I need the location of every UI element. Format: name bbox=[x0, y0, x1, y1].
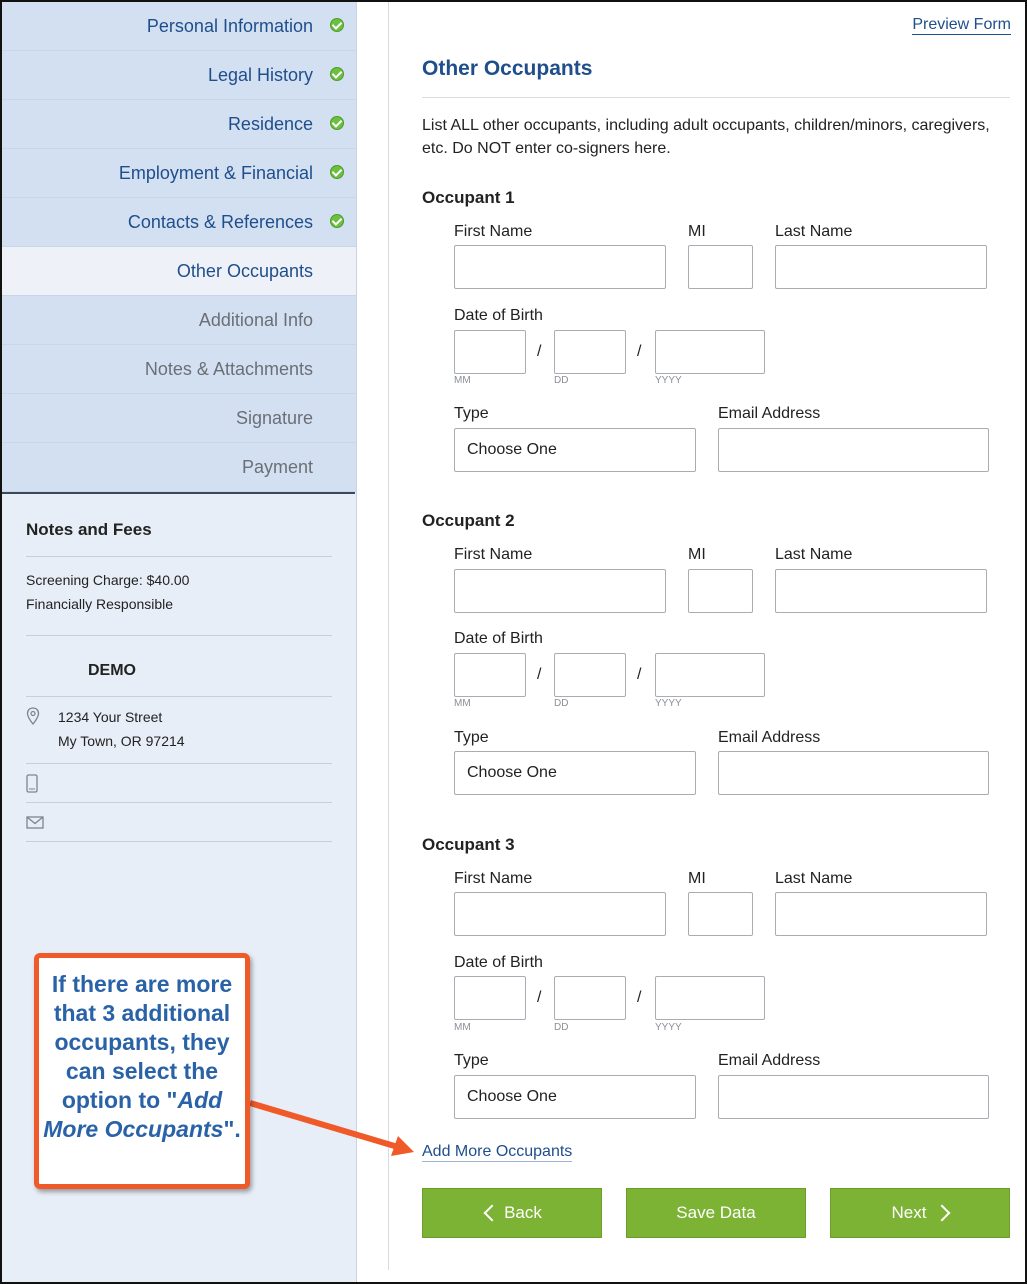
last-name-label: Last Name bbox=[775, 870, 853, 887]
dob-month-input[interactable] bbox=[454, 653, 526, 697]
mi-label: MI bbox=[688, 546, 706, 563]
check-circle-icon bbox=[330, 165, 344, 179]
nav-item-contacts-references[interactable] bbox=[2, 198, 356, 247]
nav-item-label: Notes & Attachments bbox=[144, 358, 313, 379]
occupant-section bbox=[422, 835, 1002, 1155]
mm-hint: MM bbox=[454, 1022, 471, 1033]
first-name-label: First Name bbox=[454, 546, 533, 563]
nav-item-label: Signature bbox=[235, 407, 313, 428]
type-label: Type bbox=[454, 729, 489, 746]
first-name-input[interactable] bbox=[454, 245, 666, 289]
callout-emphasis: Add More Occupants bbox=[43, 1087, 224, 1142]
email-label: Email Address bbox=[718, 1052, 821, 1069]
nav-item-payment[interactable] bbox=[2, 443, 356, 492]
annotation-callout bbox=[34, 953, 250, 1189]
nav-item-notes-attachments[interactable] bbox=[2, 345, 356, 394]
mm-hint: MM bbox=[454, 375, 471, 386]
mi-label: MI bbox=[688, 223, 706, 240]
dob-label: Date of Birth bbox=[454, 954, 543, 971]
nav-item-other-occupants[interactable] bbox=[2, 247, 356, 296]
address-line-1: 1234 Your Street bbox=[58, 709, 163, 725]
nav-item-label: Additional Info bbox=[198, 309, 313, 330]
nav-item-additional-info[interactable] bbox=[2, 296, 356, 345]
last-name-input[interactable] bbox=[775, 569, 987, 613]
type-select[interactable] bbox=[454, 1075, 696, 1119]
occupant-title: Occupant 1 bbox=[422, 188, 515, 207]
type-select[interactable] bbox=[454, 428, 696, 472]
nav-item-employment-financial[interactable] bbox=[2, 149, 356, 198]
last-name-label: Last Name bbox=[775, 223, 853, 240]
nav-item-residence[interactable] bbox=[2, 100, 356, 149]
type-label: Type bbox=[454, 405, 489, 422]
type-select-value: Choose One bbox=[467, 441, 557, 458]
date-separator: / bbox=[637, 989, 642, 1006]
mobile-phone-icon bbox=[26, 772, 58, 792]
date-separator: / bbox=[637, 666, 642, 683]
company-name: DEMO bbox=[26, 636, 332, 697]
last-name-input[interactable] bbox=[775, 892, 987, 936]
save-button-label: Save Data bbox=[676, 1203, 756, 1222]
date-separator: / bbox=[537, 666, 542, 683]
date-separator: / bbox=[537, 343, 542, 360]
check-circle-icon bbox=[330, 116, 344, 130]
occupant-title: Occupant 2 bbox=[422, 511, 515, 530]
screening-charge: Screening Charge: $40.00 bbox=[26, 572, 190, 588]
dob-day-input[interactable] bbox=[554, 976, 626, 1020]
type-label: Type bbox=[454, 1052, 489, 1069]
nav-item-label: Contacts & References bbox=[127, 211, 313, 232]
chevron-right-icon bbox=[934, 1205, 951, 1222]
first-name-label: First Name bbox=[454, 870, 533, 887]
check-circle-icon bbox=[330, 18, 344, 32]
main-content bbox=[388, 2, 1025, 1270]
yyyy-hint: YYYY bbox=[655, 698, 682, 709]
nav-item-label: Personal Information bbox=[146, 15, 313, 36]
email-input[interactable] bbox=[718, 1075, 989, 1119]
dob-month-input[interactable] bbox=[454, 330, 526, 374]
page-title: Other Occupants bbox=[422, 57, 1010, 98]
save-data-button[interactable] bbox=[626, 1188, 806, 1238]
last-name-input[interactable] bbox=[775, 245, 987, 289]
dob-label: Date of Birth bbox=[454, 307, 543, 324]
yyyy-hint: YYYY bbox=[655, 375, 682, 386]
phone-row bbox=[26, 764, 332, 803]
financially-responsible: Financially Responsible bbox=[26, 596, 174, 612]
intro-text: List ALL other occupants, including adult occupants, children/minors, caregivers, etc. Do NOT enter co-signers here. bbox=[422, 117, 990, 157]
yyyy-hint: YYYY bbox=[655, 1022, 682, 1033]
nav-item-label: Legal History bbox=[207, 64, 313, 85]
envelope-icon bbox=[26, 811, 58, 831]
nav-item-label: Payment bbox=[241, 456, 313, 477]
next-button-label: Next bbox=[891, 1203, 927, 1222]
map-pin-icon bbox=[26, 705, 58, 753]
nav-item-signature[interactable] bbox=[2, 394, 356, 443]
type-select[interactable] bbox=[454, 751, 696, 795]
mi-input[interactable] bbox=[688, 569, 753, 613]
nav-item-label: Employment & Financial bbox=[118, 162, 313, 183]
chevron-left-icon bbox=[484, 1205, 501, 1222]
dob-day-input[interactable] bbox=[554, 330, 626, 374]
callout-text-end: ". bbox=[223, 1116, 241, 1142]
dd-hint: DD bbox=[554, 375, 569, 386]
dob-day-input[interactable] bbox=[554, 653, 626, 697]
email-row bbox=[26, 803, 332, 842]
nav-item-label: Other Occupants bbox=[176, 260, 313, 281]
section-nav bbox=[2, 2, 356, 492]
dob-year-input[interactable] bbox=[655, 653, 765, 697]
back-button-label: Back bbox=[504, 1203, 542, 1222]
mi-label: MI bbox=[688, 870, 706, 887]
preview-form-link[interactable]: Preview Form bbox=[912, 16, 1011, 33]
check-circle-icon bbox=[330, 214, 344, 228]
nav-item-personal-information[interactable] bbox=[2, 2, 356, 51]
occupant-section bbox=[422, 511, 1002, 831]
address-line-2: My Town, OR 97214 bbox=[58, 733, 185, 749]
dob-year-input[interactable] bbox=[655, 330, 765, 374]
date-separator: / bbox=[537, 989, 542, 1006]
last-name-label: Last Name bbox=[775, 546, 853, 563]
mm-hint: MM bbox=[454, 698, 471, 709]
first-name-label: First Name bbox=[454, 223, 533, 240]
dd-hint: DD bbox=[554, 698, 569, 709]
occupant-title: Occupant 3 bbox=[422, 835, 515, 854]
occupant-section bbox=[422, 188, 1002, 508]
notes-title: Notes and Fees bbox=[26, 520, 332, 557]
back-button[interactable] bbox=[422, 1188, 602, 1238]
mi-input[interactable] bbox=[688, 245, 753, 289]
dob-year-input[interactable] bbox=[655, 976, 765, 1020]
email-label: Email Address bbox=[718, 729, 821, 746]
type-select-value: Choose One bbox=[467, 764, 557, 781]
check-circle-icon bbox=[330, 67, 344, 81]
fee-info bbox=[26, 568, 332, 616]
type-select-value: Choose One bbox=[467, 1088, 557, 1105]
email-input[interactable] bbox=[718, 428, 989, 472]
dob-month-input[interactable] bbox=[454, 976, 526, 1020]
mi-input[interactable] bbox=[688, 892, 753, 936]
date-separator: / bbox=[637, 343, 642, 360]
next-button[interactable] bbox=[830, 1188, 1010, 1238]
notes-panel bbox=[2, 494, 356, 842]
address-row bbox=[26, 697, 332, 764]
dd-hint: DD bbox=[554, 1022, 569, 1033]
email-input[interactable] bbox=[718, 751, 989, 795]
callout-text: If there are more that 3 additional occupants, they can select the option to " bbox=[51, 971, 233, 1113]
email-label: Email Address bbox=[718, 405, 821, 422]
nav-item-label: Residence bbox=[227, 113, 313, 134]
first-name-input[interactable] bbox=[454, 892, 666, 936]
add-more-occupants-link[interactable]: Add More Occupants bbox=[422, 1143, 573, 1160]
dob-label: Date of Birth bbox=[454, 630, 543, 647]
nav-item-legal-history[interactable] bbox=[2, 51, 356, 100]
first-name-input[interactable] bbox=[454, 569, 666, 613]
